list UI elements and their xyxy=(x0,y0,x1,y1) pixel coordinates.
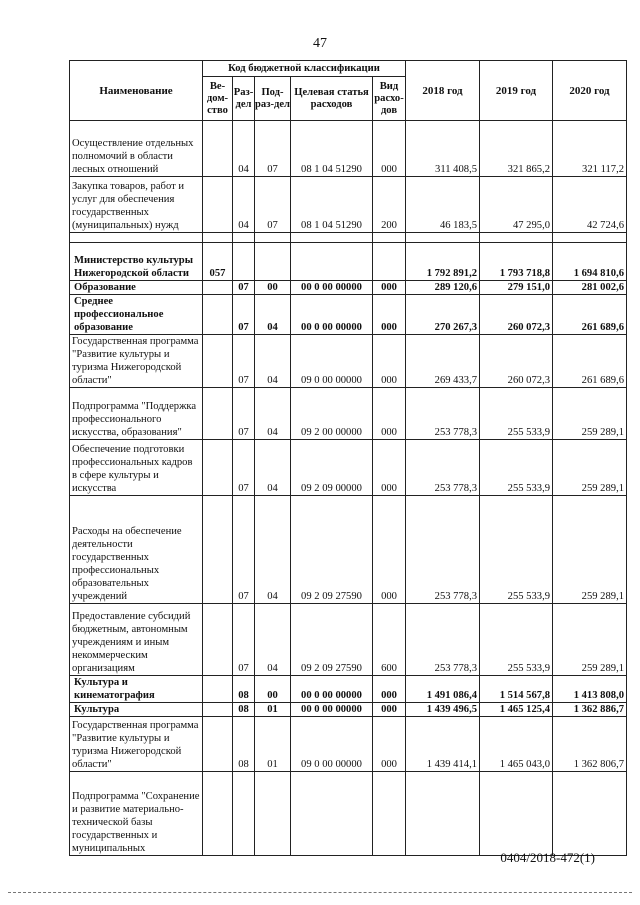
row-podrazdel: 07 xyxy=(255,177,291,233)
table-row xyxy=(70,676,627,703)
table-row xyxy=(70,281,627,295)
row-razdel xyxy=(233,233,255,243)
row-2019: 260 072,3 xyxy=(480,295,553,335)
row-name: Государственная программа "Развитие культуры и туризма Нижегородской области" xyxy=(70,335,203,388)
row-vr xyxy=(373,772,406,856)
row-2020: 1 694 810,6 xyxy=(553,243,627,281)
row-vr: 000 xyxy=(373,295,406,335)
row-razdel: 07 xyxy=(233,440,255,496)
row-podrazdel: 04 xyxy=(255,440,291,496)
row-cs xyxy=(291,243,373,281)
row-2020: 281 002,6 xyxy=(553,281,627,295)
row-2020: 261 689,6 xyxy=(553,335,627,388)
row-2020 xyxy=(553,233,627,243)
row-2018: 253 778,3 xyxy=(406,388,480,440)
row-cs: 00 0 00 00000 xyxy=(291,703,373,717)
row-name: Среднее профессиональное образование xyxy=(70,295,203,335)
row-vr: 000 xyxy=(373,335,406,388)
row-podrazdel: 04 xyxy=(255,604,291,676)
row-2019: 1 465 125,4 xyxy=(480,703,553,717)
row-2020: 42 724,6 xyxy=(553,177,627,233)
row-2019 xyxy=(480,772,553,856)
table-row xyxy=(70,717,627,772)
row-2020: 1 362 806,7 xyxy=(553,717,627,772)
header-name: Наименование xyxy=(70,61,203,121)
row-ved xyxy=(203,496,233,604)
budget-table xyxy=(69,60,627,856)
row-2018: 253 778,3 xyxy=(406,496,480,604)
row-ved xyxy=(203,772,233,856)
row-2020: 1 362 886,7 xyxy=(553,703,627,717)
row-cs: 00 0 00 00000 xyxy=(291,676,373,703)
row-2018: 46 183,5 xyxy=(406,177,480,233)
row-razdel: 08 xyxy=(233,717,255,772)
row-vr: 000 xyxy=(373,440,406,496)
row-2019: 260 072,3 xyxy=(480,335,553,388)
row-podrazdel: 01 xyxy=(255,703,291,717)
row-ved xyxy=(203,717,233,772)
row-vr: 000 xyxy=(373,676,406,703)
row-2018: 289 120,6 xyxy=(406,281,480,295)
row-name: Министерство культуры Нижегородской области xyxy=(70,243,203,281)
row-2019: 255 533,9 xyxy=(480,388,553,440)
row-podrazdel: 00 xyxy=(255,676,291,703)
row-2019: 255 533,9 xyxy=(480,604,553,676)
row-vr: 000 xyxy=(373,281,406,295)
row-2018: 1 439 414,1 xyxy=(406,717,480,772)
table-body xyxy=(70,121,627,856)
row-podrazdel: 00 xyxy=(255,281,291,295)
page-number: 47 xyxy=(313,36,327,51)
row-2018: 1 792 891,2 xyxy=(406,243,480,281)
row-2020: 321 117,2 xyxy=(553,121,627,177)
row-name xyxy=(70,233,203,243)
table-row xyxy=(70,121,627,177)
table-row xyxy=(70,703,627,717)
row-2019: 47 295,0 xyxy=(480,177,553,233)
document-code: 0404/2018-472(1) xyxy=(500,850,595,865)
row-2018 xyxy=(406,772,480,856)
row-cs: 09 2 09 27590 xyxy=(291,496,373,604)
row-cs: 09 2 09 27590 xyxy=(291,604,373,676)
row-name: Подпрограмма "Поддержка профессионального искусства, образования" xyxy=(70,388,203,440)
row-razdel: 07 xyxy=(233,604,255,676)
header-vr: Вид расхо-дов xyxy=(373,77,406,121)
table-row xyxy=(70,772,627,856)
header-ved: Ве-дом-ство xyxy=(203,77,233,121)
row-name: Подпрограмма "Сохранение и развитие материально-технической базы государственных и муниципальных xyxy=(70,772,203,856)
row-2019: 1 514 567,8 xyxy=(480,676,553,703)
row-razdel: 04 xyxy=(233,177,255,233)
row-cs: 08 1 04 51290 xyxy=(291,177,373,233)
row-podrazdel xyxy=(255,233,291,243)
header-podrazdel: Под-раз-дел xyxy=(255,77,291,121)
header-2020: 2020 год xyxy=(553,61,627,121)
row-razdel: 07 xyxy=(233,281,255,295)
row-name: Государственная программа "Развитие культуры и туризма Нижегородской области" xyxy=(70,717,203,772)
row-2019 xyxy=(480,233,553,243)
header-2019: 2019 год xyxy=(480,61,553,121)
row-vr: 000 xyxy=(373,121,406,177)
row-2018: 253 778,3 xyxy=(406,440,480,496)
row-razdel: 07 xyxy=(233,388,255,440)
row-podrazdel: 07 xyxy=(255,121,291,177)
row-vr: 000 xyxy=(373,388,406,440)
row-2019: 255 533,9 xyxy=(480,496,553,604)
row-vr: 000 xyxy=(373,717,406,772)
header-razdel: Раз-дел xyxy=(233,77,255,121)
header-cs: Целевая статья расходов xyxy=(291,77,373,121)
row-2020: 259 289,1 xyxy=(553,496,627,604)
row-2018: 311 408,5 xyxy=(406,121,480,177)
row-2018: 253 778,3 xyxy=(406,604,480,676)
row-name: Обеспечение подготовки профессиональных кадров в сфере культуры и искусства xyxy=(70,440,203,496)
row-razdel: 04 xyxy=(233,121,255,177)
row-cs xyxy=(291,233,373,243)
table-row xyxy=(70,243,627,281)
row-cs: 08 1 04 51290 xyxy=(291,121,373,177)
row-vr: 200 xyxy=(373,177,406,233)
row-razdel xyxy=(233,772,255,856)
row-name: Культура xyxy=(70,703,203,717)
row-podrazdel xyxy=(255,243,291,281)
row-2020: 1 413 808,0 xyxy=(553,676,627,703)
row-razdel: 07 xyxy=(233,496,255,604)
table-row xyxy=(70,335,627,388)
row-cs: 00 0 00 00000 xyxy=(291,281,373,295)
table-row xyxy=(70,295,627,335)
row-razdel xyxy=(233,243,255,281)
row-2020: 259 289,1 xyxy=(553,604,627,676)
row-name: Расходы на обеспечение деятельности государственных профессиональных образовательных учреждений xyxy=(70,496,203,604)
row-vr: 600 xyxy=(373,604,406,676)
row-name: Культура и кинематография xyxy=(70,676,203,703)
row-name: Осуществление отдельных полномочий в области лесных отношений xyxy=(70,121,203,177)
row-podrazdel: 04 xyxy=(255,496,291,604)
row-vr xyxy=(373,233,406,243)
row-name: Предоставление субсидий бюджетным, автономным учреждениям и иным некоммерческим организациям xyxy=(70,604,203,676)
row-cs: 00 0 00 00000 xyxy=(291,295,373,335)
row-ved xyxy=(203,233,233,243)
row-2019: 255 533,9 xyxy=(480,440,553,496)
row-2020: 259 289,1 xyxy=(553,440,627,496)
table-row xyxy=(70,233,627,243)
row-podrazdel xyxy=(255,772,291,856)
row-cs: 09 0 00 00000 xyxy=(291,335,373,388)
row-cs: 09 0 00 00000 xyxy=(291,717,373,772)
row-cs: 09 2 09 00000 xyxy=(291,440,373,496)
table-row xyxy=(70,440,627,496)
row-2019: 279 151,0 xyxy=(480,281,553,295)
table-row xyxy=(70,177,627,233)
row-ved xyxy=(203,676,233,703)
row-ved xyxy=(203,604,233,676)
row-ved xyxy=(203,440,233,496)
row-2019: 1 793 718,8 xyxy=(480,243,553,281)
row-2019: 321 865,2 xyxy=(480,121,553,177)
row-razdel: 08 xyxy=(233,703,255,717)
row-2018: 270 267,3 xyxy=(406,295,480,335)
row-2018: 269 433,7 xyxy=(406,335,480,388)
row-name: Закупка товаров, работ и услуг для обеспечения государственных (муниципальных) нужд xyxy=(70,177,203,233)
row-razdel: 08 xyxy=(233,676,255,703)
row-podrazdel: 04 xyxy=(255,388,291,440)
row-ved xyxy=(203,121,233,177)
row-razdel: 07 xyxy=(233,335,255,388)
row-ved xyxy=(203,177,233,233)
header-2018: 2018 год xyxy=(406,61,480,121)
row-2020: 259 289,1 xyxy=(553,388,627,440)
row-razdel: 07 xyxy=(233,295,255,335)
row-podrazdel: 01 xyxy=(255,717,291,772)
table-row xyxy=(70,496,627,604)
row-ved xyxy=(203,388,233,440)
row-name: Образование xyxy=(70,281,203,295)
scan-edge-line xyxy=(8,892,632,893)
row-2018 xyxy=(406,233,480,243)
row-vr: 000 xyxy=(373,703,406,717)
row-2018: 1 491 086,4 xyxy=(406,676,480,703)
header-kbk: Код бюджетной классификации xyxy=(203,61,406,77)
row-2020: 261 689,6 xyxy=(553,295,627,335)
row-ved: 057 xyxy=(203,243,233,281)
table-row xyxy=(70,604,627,676)
row-podrazdel: 04 xyxy=(255,335,291,388)
table-header xyxy=(70,61,627,121)
row-2019: 1 465 043,0 xyxy=(480,717,553,772)
row-cs xyxy=(291,772,373,856)
row-ved xyxy=(203,703,233,717)
row-ved xyxy=(203,335,233,388)
row-2018: 1 439 496,5 xyxy=(406,703,480,717)
row-2020 xyxy=(553,772,627,856)
row-podrazdel: 04 xyxy=(255,295,291,335)
row-ved xyxy=(203,295,233,335)
row-ved xyxy=(203,281,233,295)
row-vr xyxy=(373,243,406,281)
row-cs: 09 2 00 00000 xyxy=(291,388,373,440)
row-vr: 000 xyxy=(373,496,406,604)
table-row xyxy=(70,388,627,440)
